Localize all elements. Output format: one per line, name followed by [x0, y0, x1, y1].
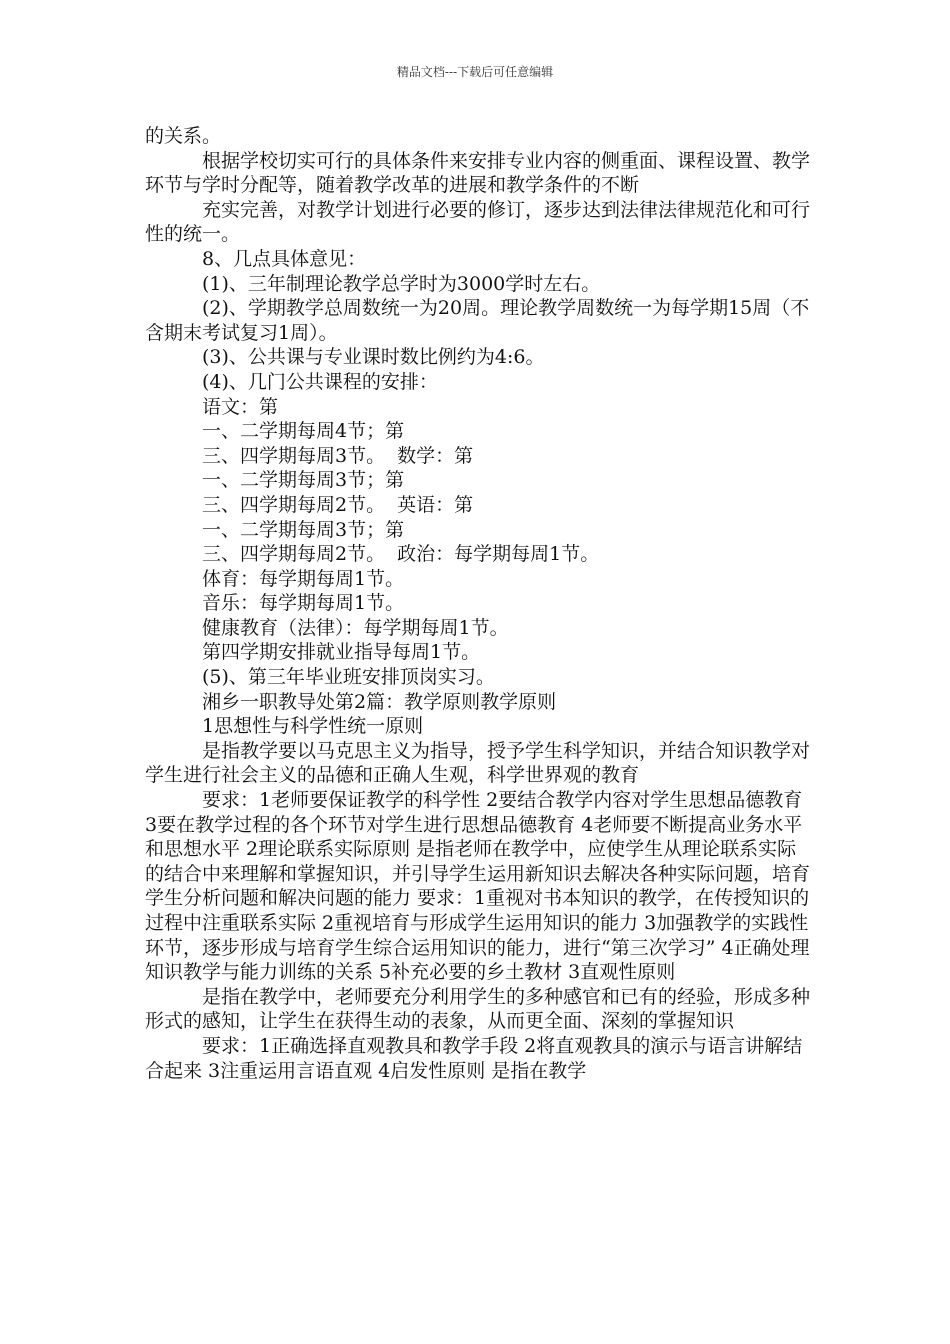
page-header: 精品文档---下载后可任意编辑	[396, 65, 554, 79]
paragraph: 充实完善，对教学计划进行必要的修订，逐步达到法律法律规范化和可行性的统一。	[145, 198, 811, 246]
paragraph: 第四学期安排就业指导每周1节。	[202, 641, 481, 664]
paragraph: 一、二学期每周3节；第	[202, 518, 405, 541]
paragraph: 三、四学期每周2节。 政治：每学期每周1节。	[202, 543, 600, 566]
paragraph: 要求：1正确选择直观教具和教学手段 2将直观教具的演示与语言讲解结合起来 3注重运用言语直观 4启发性原则 是指在教学	[145, 1034, 803, 1082]
paragraph: 是指教学要以马克思主义为指导，授予学生科学知识，并结合知识教学对学生进行社会主义的品德和正确人生观，科学世界观的教育	[145, 739, 811, 787]
paragraph: (3)、公共课与专业课时数比例约为4:6。	[202, 346, 545, 369]
paragraph: 根据学校切实可行的具体条件来安排专业内容的侧重面、课程设置、教学环节与学时分配等，随着教学改革的进展和教学条件的不断	[145, 149, 811, 197]
paragraph: 的关系。	[145, 125, 222, 147]
paragraph: (4)、几门公共课程的安排：	[202, 370, 438, 393]
paragraph: (2)、学期教学总周数统一为20周。理论教学周数统一为每学期15周（不含期末考试复习1周）。	[145, 297, 810, 344]
document-body	[145, 124, 813, 1083]
paragraph: 一、二学期每周3节；第	[202, 469, 405, 492]
paragraph: 三、四学期每周3节。 数学：第	[202, 444, 474, 467]
paragraph: (1)、三年制理论教学总学时为3000学时左右。	[202, 272, 601, 295]
paragraph: 体育：每学期每周1节。	[202, 567, 405, 590]
paragraph: 健康教育（法律）：每学期每周1节。	[202, 616, 509, 639]
paragraph: 是指在教学中，老师要充分利用学生的多种感官和已有的经验，形成多种形式的感知，让学生在获得生动的表象，从而更全面、深刻的掌握知识	[145, 985, 811, 1033]
paragraph: (5)、第三年毕业班安排顶岗实习。	[202, 666, 495, 689]
paragraph: 一、二学期每周4节；第	[202, 420, 405, 443]
paragraph: 语文：第	[202, 395, 279, 418]
paragraph: 8、几点具体意见：	[202, 247, 367, 270]
section-subheading: 1思想性与科学性统一原则	[202, 715, 424, 738]
paragraph: 音乐：每学期每周1节。	[202, 592, 405, 615]
paragraph: 要求：1老师要保证教学的科学性 2要结合教学内容对学生思想品德教育 3要在教学过程的各个环节对学生进行思想品德教育 4老师要不断提高业务水平和思想水平 2理论联系实际原则 是指老师在教学中，应使学生从理论联系实际的结合中来理解和掌握知识，并引导学生运用新知识去解决各种实际问题，培育学生分析问题和解决问题的能力 要求：1重视对书本知识的教学，在传授知识的过程中注重联系实际 2重视培育与形成学生运用知识的能力 3加强教学的实践性环节，逐步形成与培育学生综合运用知识的能力，进行“第三次学习” 4正确处理知识教学与能力训练的关系 5补充必要的乡土教材 3直观性原则	[145, 789, 811, 984]
section-heading: 湘乡一职教导处第2篇：教学原则教学原则	[202, 690, 557, 713]
paragraph: 三、四学期每周2节。 英语：第	[202, 493, 474, 516]
